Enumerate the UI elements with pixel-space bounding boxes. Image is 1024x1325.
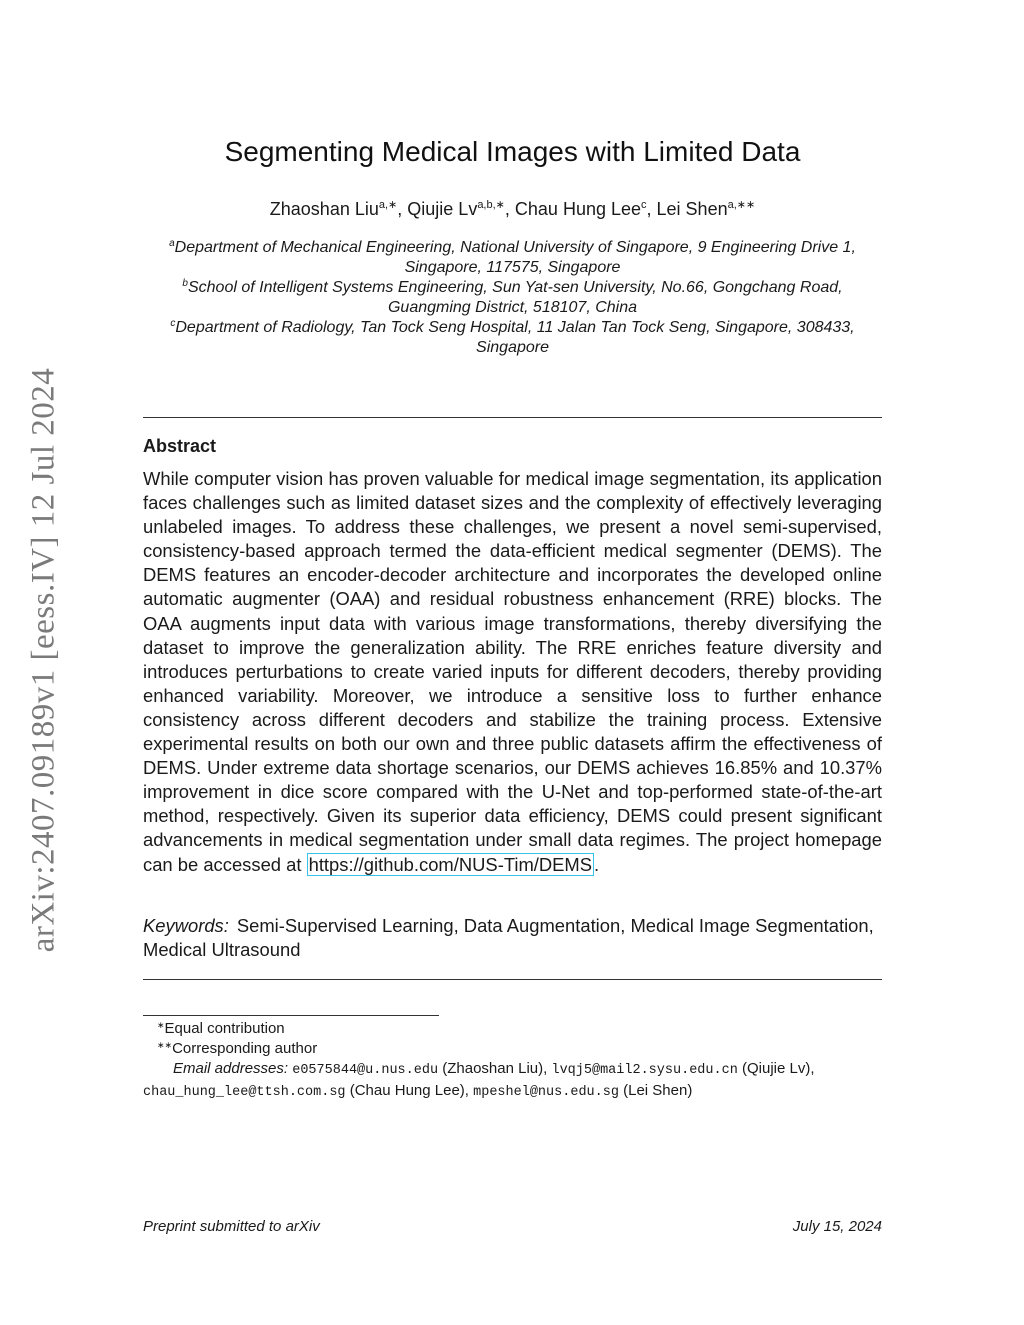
author-affil-marks: c xyxy=(641,199,647,211)
affiliation-item: $^b$School of Intelligent Systems Engineering, Sun Yat-sen University, No.66, Gongchang Road, Guangming District, 518107, China xyxy=(182,278,843,316)
keywords xyxy=(143,914,882,962)
abstract-top-rule xyxy=(143,417,882,418)
footnote-rule xyxy=(143,1015,439,1016)
email-address: e0575844@u.nus.edu xyxy=(292,1063,439,1078)
footnote-emails: Email addresses: e0575844@u.nus.edu (Zhaoshan Liu), lvqj5@mail2.sysu.edu.cn (Qiujie Lv), xyxy=(173,1060,815,1078)
email-address: mpeshel@nus.edu.sg xyxy=(473,1085,619,1100)
author-name: Qiujie Lv xyxy=(407,199,478,219)
keywords-text: Semi-Supervised Learning, Data Augmentation, Medical Image Segmentation, Medical Ultrasound xyxy=(143,915,874,960)
author-name: Lei Shen xyxy=(656,199,728,219)
abstract-heading: Abstract xyxy=(143,436,217,456)
abstract-text: While computer vision has proven valuable for medical image segmentation, its application faces challenges such as limited dataset sizes and the complexity of effectively leveraging unlabeled images. To address these challenges, we present a novel semi-supervised, consistency-based approach termed the data-efficient medical segmenter (DEMS). The DEMS features an encoder-decoder architecture and incorporates the developed online automatic augmenter (OAA) and residual robustness enhancement (RRE) blocks. The OAA augments input data with various image transformations, thereby diversifying the dataset to improve the generalization ability. The RRE enriches feature diversity and introduces perturbations to create varied inputs for different decoders, thereby providing enhanced variability. Moreover, we introduce a sensitive loss to further enhance consistency across different decoders and stabilize the training process. Extensive experimental results on both our own and three public datasets affirm the effectiveness of DEMS. Under extreme data shortage scenarios, our DEMS achieves 16.85% and 10.37% improvement in dice score compared with the U-Net and top-performed state-of-the-art method, respectively. Given its superior data efficiency, DEMS could present significant advancements in medical segmentation under small data regimes. The project homepage can be accessed at xyxy=(143,468,882,875)
author-list: Zhaoshan Liu$^{a,∗}$, Qiujie $Lv^{a,b,∗}$, Chau Hung Lee$^c$, Lei Shen$^{a,∗∗}$ xyxy=(269,199,756,219)
footnotes xyxy=(143,1019,882,1103)
project-homepage-link[interactable]: https://github.com/NUS-Tim/DEMS xyxy=(308,853,593,875)
footer-preprint-note: Preprint submitted to arXiv xyxy=(143,1218,320,1235)
arxiv-identifier-stamp: arXiv:2407.09189v1 [eess.IV] 12 Jul 2024 xyxy=(25,367,62,953)
footnote-equal-contribution: ∗Equal contribution xyxy=(157,1020,285,1037)
abstract-bottom-rule xyxy=(143,979,882,980)
abstract-body: While computer vision has proven valuable for medical image segmentation, its application faces challenges such as limited dataset sizes and the complexity of effectively leveraging unlabeled images. To address these challenges, we present a novel semi-supervised, consistency-based approach termed the data-efficient medical segmenter (DEMS). The DEMS features an encoder-decoder architecture and incorporates the developed online automatic augmenter (OAA) and residual robustness enhancement (RRE) blocks. The OAA augments input data with various image transformations, thereby diversifying the dataset to improve the generalization ability. The RRE enriches feature diversity and introduces perturbations to create varied inputs for different decoders, thereby providing enhanced variability. Moreover, we introduce a sensitive loss to further enhance consistency across different decoders and stabilize the training process. Extensive experimental results on both our own and three public datasets affirm the effectiveness of DEMS. Under extreme data shortage scenarios, our DEMS achieves 16.85% and 10.37% improvement in dice score compared with the U-Net and top-performed state-of-the-art method, respectively. Given its superior data efficiency, DEMS could present significant advancements in medical segmentation under small data regimes. The project homepage can be accessed at https://github.com/NUS-Tim/DEMS . xyxy=(143,468,882,875)
affiliation-item: $^c$Department of Radiology, Tan Tock Seng Hospital, 11 Jalan Tan Tock Seng, Singapore, 308433, Singapore xyxy=(170,318,855,356)
keywords-label: Keywords: xyxy=(143,915,229,936)
affiliation-list xyxy=(143,238,882,358)
email-address: chau_hung_lee@ttsh.com.sg xyxy=(143,1085,346,1100)
affiliation-item: $^a$Department of Mechanical Engineering, National University of Singapore, 9 Engineering Drive 1, Singapore, 117575, Singapore xyxy=(169,238,856,276)
author-affil-marks: a,∗∗ xyxy=(727,199,756,211)
footnote-corresponding-author: ∗∗Corresponding author xyxy=(157,1040,318,1057)
author-name: Chau Hung Lee xyxy=(514,199,642,219)
footer-date: July 15, 2024 xyxy=(792,1218,882,1235)
paper-title: Segmenting Medical Images with Limited Data xyxy=(224,136,801,167)
footnote-emails-cont: chau_hung_lee@ttsh.com.sg (Chau Hung Lee), mpeshel@nus.edu.sg (Lei Shen) xyxy=(143,1082,693,1100)
author-name: Zhaoshan Liu xyxy=(269,199,379,219)
author-affil-marks: a,b,∗ xyxy=(477,199,505,211)
email-address: lvqj5@mail2.sysu.edu.cn xyxy=(551,1063,738,1078)
author-affil-marks: a,∗ xyxy=(378,199,398,211)
